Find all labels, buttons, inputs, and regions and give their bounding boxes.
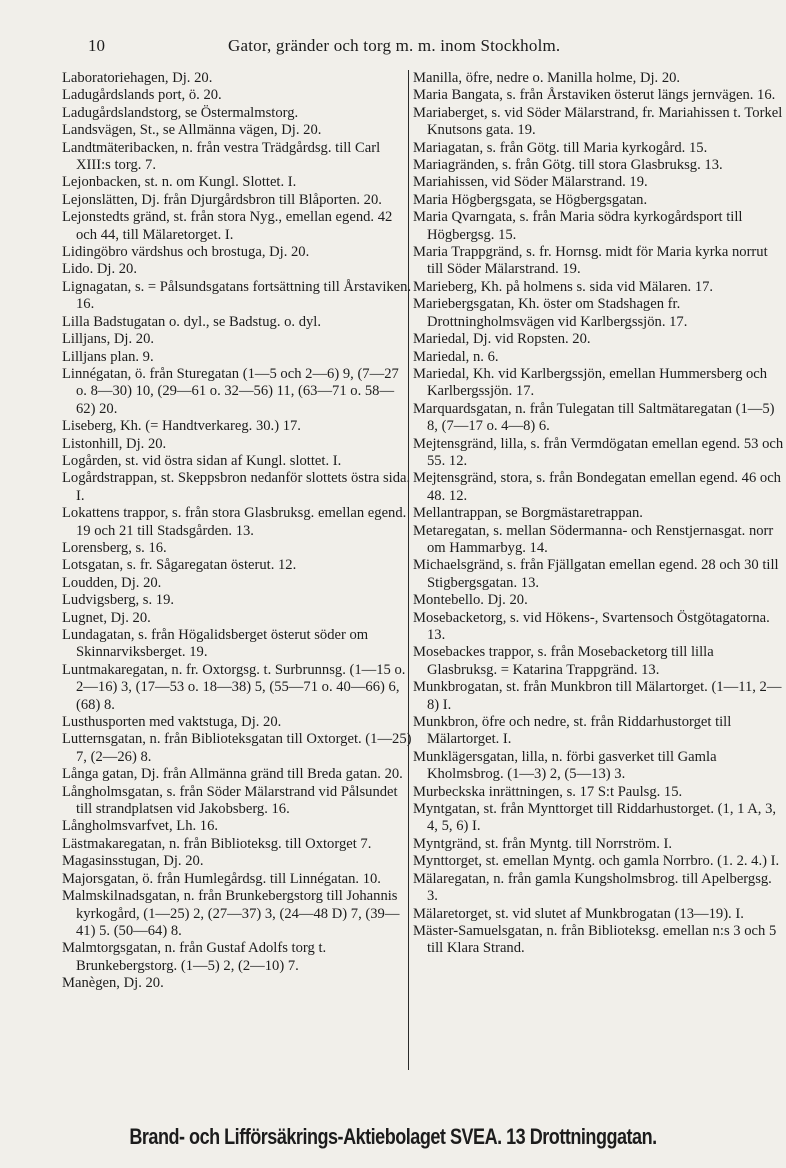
street-entry: Ladugårdslandstorg, se Östermalmstorg. bbox=[62, 104, 299, 121]
street-entry: Ladugårdslands port, ö. 20. bbox=[62, 87, 222, 104]
street-entry: Maria Högbergsgata, se Högbergsgatan. bbox=[413, 191, 648, 208]
street-entry: Mariedal, Dj. vid Ropsten. 20. bbox=[413, 331, 591, 348]
street-entry: Mäster-Samuelsgatan, n. från Biblioteksg. emellan n:s 3 och 5 till Klara Strand. bbox=[413, 922, 777, 957]
street-entry: Loudden, Dj. 20. bbox=[62, 574, 162, 591]
street-entry: Marquardsgatan, n. från Tulegatan till Saltmätaregatan (1—5) 8, (7—17 o. 4—8) 6. bbox=[413, 400, 775, 435]
street-entry: Laboratoriehagen, Dj. 20. bbox=[62, 70, 213, 86]
street-entry: Lejonslätten, Dj. från Djurgårdsbron till Blåporten. 20. bbox=[62, 191, 382, 208]
page-header bbox=[88, 36, 768, 58]
page-number: 10 bbox=[88, 36, 105, 55]
street-entry: Maria Trappgränd, s. fr. Hornsg. midt för Maria kyrka norrut till Söder Mälarstrand. 19. bbox=[413, 244, 768, 278]
street-entry: Lorensberg, s. 16. bbox=[62, 539, 167, 556]
street-entry: Montebello. Dj. 20. bbox=[413, 592, 528, 609]
street-entry: Munklägersgatan, lilla, n. förbi gasverket till Gamla Kholmsbrog. (1—3) 2, (5—13) 3. bbox=[413, 748, 717, 783]
street-entry: Lidingöbro värdshus och brostuga, Dj. 20. bbox=[62, 244, 310, 261]
street-entry: Majorsgatan, ö. från Humlegårdsg. till Linnégatan. 10. bbox=[62, 870, 381, 887]
street-entry: Malmtorgsgatan, n. från Gustaf Adolfs torg t. Brunkebergstorg. (1—5) 2, (2—10) 7. bbox=[62, 940, 327, 974]
street-entry: Lignagatan, s. = Pålsundsgatans fortsättning till Årstaviken. 16. bbox=[62, 278, 412, 313]
street-entry: Manilla, öfre, nedre o. Manilla holme, Dj. 20. bbox=[413, 70, 681, 86]
street-entry: Mariahissen, vid Söder Mälarstrand. 19. bbox=[413, 174, 648, 191]
street-entry: Lugnet, Dj. 20. bbox=[62, 609, 151, 626]
street-entry: Landtmäteribacken, n. från vestra Trädgårdsg. till Carl XIII:s torg. 7. bbox=[62, 139, 381, 174]
street-entry: Mariagränden, s. från Götg. till stora Glasbruksg. 13. bbox=[413, 157, 723, 174]
left-column bbox=[62, 70, 412, 993]
street-entry: Lilljans, Dj. 20. bbox=[62, 331, 155, 348]
street-entry: Myntgatan, st. från Mynttorget till Riddarhustorget. (1, 1 A, 3, 4, 5, 6) I. bbox=[413, 801, 777, 835]
street-entry: Magasinsstugan, Dj. 20. bbox=[62, 853, 204, 870]
column-divider bbox=[408, 70, 409, 1070]
street-entry: Metaregatan, s. mellan Södermanna- och Renstjernasgat. norr om Hammarbyg. 14. bbox=[413, 522, 774, 556]
street-entry: Munkbrogatan, st. från Munkbron till Mälartorget. (1—11, 2—8) I. bbox=[413, 679, 782, 713]
street-entry: Mälaretorget, st. vid slutet af Munkbrogatan (13—19). I. bbox=[413, 905, 744, 922]
street-entry: Mosebackes trappor, s. från Mosebacketorg till lilla Glasbruksg. = Katarina Trappgränd. 13. bbox=[413, 644, 714, 678]
street-entry: Luntmakaregatan, n. fr. Oxtorgsg. t. Surbrunnsg. (1—15 o. 2—16) 3, (17—53 o. 18—38) 5, (55—71 o. 40—66) 6, (68) 8. bbox=[62, 661, 406, 713]
street-entry: Logårdstrappan, st. Skeppsbron nedanför slottets östra sida. I. bbox=[62, 470, 411, 504]
street-entry: Lejonstedts gränd, st. från stora Nyg., emellan egend. 42 och 44, till Mälaretorget. I. bbox=[62, 209, 393, 243]
street-entry: Lido. Dj. 20. bbox=[62, 261, 137, 278]
street-entry: Maria Bangata, s. från Årstaviken österut längs jernvägen. 16. bbox=[413, 87, 776, 104]
street-entry: Lotsgatan, s. fr. Sågaregatan österut. 12. bbox=[62, 557, 297, 574]
street-entry: Mariaberget, s. vid Söder Mälarstrand, fr. Mariahissen t. Torkel Knutsons gata. 19. bbox=[413, 104, 783, 139]
street-entry: Mariedal, n. 6. bbox=[413, 348, 499, 365]
street-entry: Mynttorget, st. emellan Myntg. och gamla Norrbro. (1. 2. 4.) I. bbox=[413, 853, 780, 870]
street-entry: Maria Qvarngata, s. från Maria södra kyrkogårdsport till Högbergsg. 15. bbox=[413, 209, 743, 243]
street-entry: Mälaregatan, n. från gamla Kungsholmsbrog. till Apelbergsg. 3. bbox=[413, 870, 772, 905]
street-entry: Lutternsgatan, n. från Biblioteksgatan till Oxtorget. (1—25) 7, (2—26) 8. bbox=[62, 731, 412, 765]
street-entry: Listonhill, Dj. 20. bbox=[62, 435, 167, 452]
street-entry: Myntgränd, st. från Myntg. till Norrström. I. bbox=[413, 835, 673, 852]
street-entry: Mosebacketorg, s. vid Hökens-, Svartensoch Östgötagatorna. 13. bbox=[413, 609, 770, 643]
street-entry: Lokattens trappor, s. från stora Glasbruksg. emellan egend. 19 och 21 till Stadsgården. 13. bbox=[62, 505, 407, 539]
street-entry: Lundagatan, s. från Högalidsberget österut söder om Skinnarviksberget. 19. bbox=[62, 627, 369, 661]
street-entry: Långa gatan, Dj. från Allmänna gränd till Breda gatan. 20. bbox=[62, 766, 403, 783]
street-entry: Långholmsvarfvet, Lh. 16. bbox=[62, 818, 219, 835]
street-entry: Mariebergsgatan, Kh. öster om Stadshagen fr. Drottningholmsvägen vid Karlbergssjön. 17. bbox=[413, 296, 688, 330]
street-entry: Lilla Badstugatan o. dyl., se Badstug. o. dyl. bbox=[62, 313, 322, 330]
street-entry: Mariagatan, s. från Götg. till Maria kyrkogård. 15. bbox=[413, 139, 708, 156]
street-entry: Lilljans plan. 9. bbox=[62, 348, 154, 365]
street-entry: Mariedal, Kh. vid Karlbergssjön, emellan Hummersberg och Karlbergssjön. 17. bbox=[413, 365, 768, 400]
street-entry: Lusthusporten med vaktstuga, Dj. 20. bbox=[62, 714, 282, 731]
street-entry: Mejtensgränd, lilla, s. från Vermdögatan emellan egend. 53 och 55. 12. bbox=[413, 435, 784, 469]
street-entry: Michaelsgränd, s. från Fjällgatan emellan egend. 28 och 30 till Stigbergsgatan. 13. bbox=[413, 557, 779, 591]
street-entry: Mejtensgränd, stora, s. från Bondegatan emellan egend. 46 och 48. 12. bbox=[413, 470, 781, 504]
street-entry: Landsvägen, St., se Allmänna vägen, Dj. 20. bbox=[62, 122, 322, 139]
street-entry: Murbeckska inrättningen, s. 17 S:t Paulsg. 15. bbox=[413, 783, 683, 800]
street-entry: Manègen, Dj. 20. bbox=[62, 975, 164, 992]
street-entry: Malmskilnadsgatan, n. från Brunkebergstorg till Johannis kyrkogård, (1—25) 2, (27—37) 3, (24—48 D) 7, (39—41) 5. (50—64) 8. bbox=[62, 888, 400, 939]
street-entry: Långholmsgatan, s. från Söder Mälarstrand vid Pålsundet till strandplatsen vid Jakobsberg. 16. bbox=[62, 783, 398, 818]
street-entry: Liseberg, Kh. (= Handtverkareg. 30.) 17. bbox=[62, 418, 301, 435]
right-column bbox=[413, 70, 785, 958]
street-entry: Ludvigsberg, s. 19. bbox=[62, 592, 175, 609]
street-entry: Marieberg, Kh. på holmens s. sida vid Mälaren. 17. bbox=[413, 278, 714, 295]
street-entry: Munkbron, öfre och nedre, st. från Riddarhustorget till Mälartorget. I. bbox=[413, 714, 732, 748]
page-title: Gator, gränder och torg m. m. inom Stockholm. bbox=[228, 36, 561, 55]
street-entry: Linnégatan, ö. från Sturegatan (1—5 och 2—6) 9, (7—27 o. 8—30) 10, (29—61 o. 32—56) 11, (63—71 o. 58—62) 20. bbox=[62, 365, 399, 417]
street-entry: Lästmakaregatan, n. från Biblioteksg. till Oxtorget 7. bbox=[62, 835, 372, 852]
footer-advert: Brand- och Lifförsäkrings-Aktiebolaget SVEA. 13 Drottninggatan. bbox=[129, 1124, 657, 1149]
street-entry: Lejonbacken, st. n. om Kungl. Slottet. I. bbox=[62, 174, 297, 191]
street-entry: Mellantrappan, se Borgmästaretrappan. bbox=[413, 505, 643, 522]
street-entry: Logården, st. vid östra sidan af Kungl. slottet. I. bbox=[62, 452, 342, 469]
